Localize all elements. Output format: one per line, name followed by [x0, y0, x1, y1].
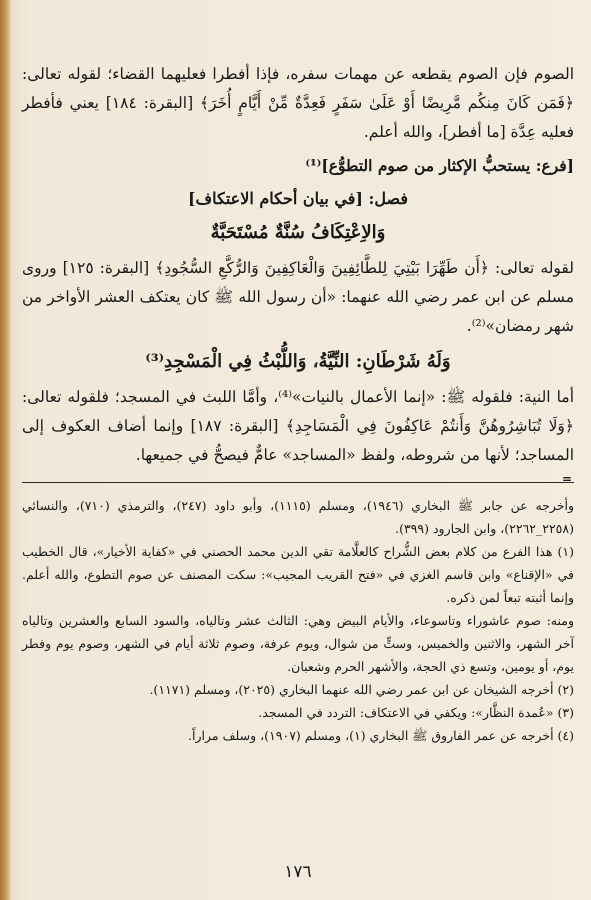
paragraph-3: أما النية: فلقوله ﷺ: «إنما الأعمال بالنيات»⁽⁴⁾، وأمَّا اللبث في المسجد؛ فلقوله تعالى: ﴿وَلَا تُبَاشِرُوهُنَّ وَأَنتُمْ عَاكِفُونَ فِي الْمَسَاجِدِ﴾ [البقرة: ١٨٧] وإنما أضاف العكوف إلى المساجد؛ لأنها من شروطه، ولفظ «المساجد» عامٌّ فيصحُّ في جميعها.	[22, 388, 574, 464]
footnote-4: (٤) أخرجه عن عمر الفاروق ﷺ البخاري (١)، ومسلم (١٩٠٧)، وسلف مراراً.	[188, 728, 574, 743]
matn-line-1: وَالاِعْتِكَافُ سُنَّةٌ مُسْتَحَبَّةٌ	[210, 222, 386, 243]
footnote-1: (١) هذا الفرع من كلام بعض الشُّراح كالعلَّامة تقي الدين محمد الحصني في «كفاية الأخيار»، قال الخطيب في «الإقناع» وابن قاسم الغزي في «فتح القريب المجيب»: سكت المصنف عن صوم التطوع، والله أعلم. وإنما أثبته تبعاً لمن ذكره.	[22, 544, 574, 605]
fasl-heading: فصل: [في بيان أحكام الاعتكاف]	[187, 189, 409, 208]
continuation-mark: =	[561, 472, 572, 486]
footnote-separator	[22, 474, 574, 490]
separator-line	[22, 482, 574, 483]
footnote-2: (٢) أخرجه الشيخان عن ابن عمر رضي الله عنهما البخاري (٢٠٢٥)، ومسلم (١١٧١).	[149, 682, 574, 697]
paragraph-1: الصوم فإن الصوم يقطعه عن مهمات سفره، فإذا أفطرا فعليهما القضاء؛ لقوله تعالى: ﴿فَمَن كَانَ مِنكُم مَّرِيضًا أَوْ عَلَىٰ سَفَرٍ فَعِدَّةٌ مِّنْ أَيَّامٍ أُخَرَ﴾ [البقرة: ١٨٤] يعني فأفطر فعليه عِدَّة [ما أفطر]، والله أعلم.	[22, 65, 574, 141]
footnote-continued: وأخرجه عن جابر ﷺ البخاري (١٩٤٦)، ومسلم (١١١٥)، وأبو داود (٢٤٧)، والترمذي (٧١٠)، والنسائي (٢٢٥٨_٢٢٦٢)، وابن الجارود (٣٩٩).	[22, 498, 575, 536]
footnotes	[22, 494, 574, 747]
paragraph-2: لقوله تعالى: ﴿أَن طَهِّرَا بَيْتِيَ لِلطَّائِفِينَ وَالْعَاكِفِينَ وَالرُّكَّعِ السُّجُودِ﴾ [البقرة: ١٢٥] وروى مسلم عن ابن عمر رضي الله عنهما: «أن رسول الله ﷺ كان يعتكف العشر الأواخر من شهر رمضان»⁽²⁾.	[22, 259, 575, 335]
matn-line-2: وَلَهُ شَرْطَانِ: النِّيَّةُ، وَاللُّبْثُ فِي الْمَسْجِدِ⁽³⁾	[145, 351, 451, 372]
main-text	[22, 60, 574, 470]
fara-heading: [فرع: يستحبُّ الإكثار من صوم التطوُّع]⁽¹⁾	[305, 156, 574, 175]
footnote-1-cont: ومنه: صوم عاشوراء وتاسوعاء، والأيام البيض وهي: الثالث عشر وتالياه، والسود السابع والعشرين وتالياه آخر الشهر، والاثنين والخميس، وستٍّ من شوال، ويوم عرفة، وصوم ثلاثة أيام في الشهر، وصوم يوم وفطر يوم، أو يومين، وتسع ذي الحجة، والأشهر الحرم وشعبان.	[22, 613, 574, 674]
book-page	[22, 60, 574, 890]
page-number: ١٧٦	[284, 862, 312, 882]
footnote-3: (٣) «عُمدة النظَّار»: ويكفي في الاعتكاف: التردد في المسجد.	[258, 705, 574, 720]
